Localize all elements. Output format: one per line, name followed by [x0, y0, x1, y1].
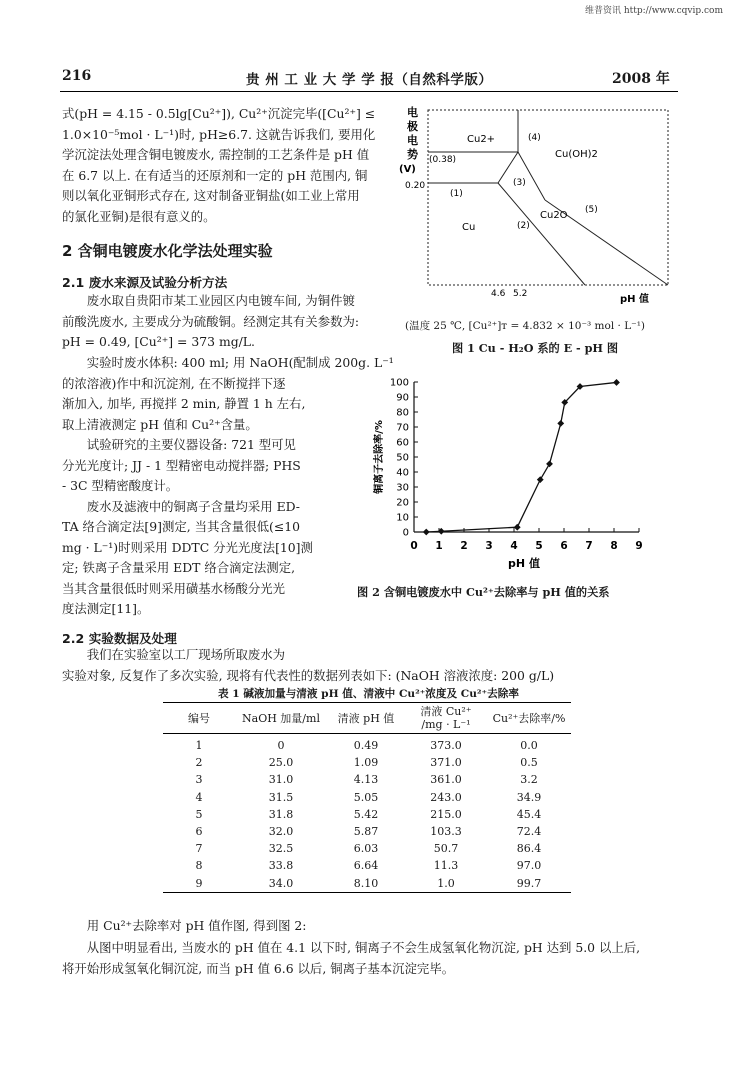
table-cell: 1.09 [353, 756, 379, 770]
table-cell: 4.13 [353, 773, 379, 787]
fig1-ylabel-char: (V) [399, 164, 416, 175]
subsection-heading: 2.2 实验数据及处理 [62, 631, 177, 646]
fig1-ylabel-char: 电 [407, 106, 418, 119]
fig1-line-label: (2) [517, 221, 530, 231]
chart-x-tick-label: 4 [510, 540, 518, 552]
fig1-line-label: (3) [513, 178, 526, 188]
page-number: 216 [62, 68, 92, 84]
paragraph-intro [62, 104, 375, 227]
table1-caption: 表 1 碱液加量与清液 pH 值、清液中 Cu²⁺浓度及 Cu²⁺去除率 [218, 688, 519, 700]
fig1-xlabel: pH 值 [620, 294, 650, 305]
chart-x-tick-label: 7 [585, 540, 593, 552]
text-line: 则以氧化亚铜形式存在, 这对制备亚铜盐(如工业上常用 [62, 188, 360, 203]
table-cell: 45.4 [516, 807, 542, 821]
text-line: 定; 铁离子含量采用 EDT 络合滴定法测定, [62, 560, 296, 575]
watermark: 维普资讯 http://www.cqvip.com [584, 6, 723, 16]
text-line: mg · L⁻¹)时则采用 DDTC 分光光度法[10]测 [62, 539, 313, 555]
fig1-caption: 图 1 Cu - H₂O 系的 E - pH 图 [452, 341, 619, 355]
text-line: 废水取自贵阳市某工业园区内电镀车间, 为铜件镀 [62, 293, 355, 308]
text-line: 分光光度计; JJ - 1 型精密电动搅拌器; PHS [62, 457, 301, 473]
fig1-xtick: 5.2 [513, 289, 528, 299]
table-cell: 0.49 [353, 739, 379, 753]
table-cell: 361.0 [430, 773, 462, 787]
text-line: TA 络合滴定法[9]测定, 当其含量很低(≤10 [62, 519, 300, 534]
paragraph-method [62, 353, 394, 620]
text-line: 取上清液测定 pH 值和 Cu²⁺含量。 [62, 416, 258, 432]
text-line: 当其含量很低时则采用磺基水杨酸分光光 [62, 580, 286, 596]
table-cell: 34.0 [268, 876, 294, 890]
table-header-cell: NaOH 加量/ml [242, 711, 320, 725]
text-line: 废水及滤液中的铜离子含量均采用 ED- [62, 498, 300, 514]
table-cell: 371.0 [430, 756, 462, 770]
text-line: 试验研究的主要仪器设备: 721 型可见 [62, 437, 296, 452]
chart-y-tick-label: 60 [396, 437, 409, 449]
text-line: 的浓溶液)作中和沉淀剂, 在不断搅拌下逐 [62, 375, 286, 391]
table-cell: 11.3 [433, 859, 459, 873]
fig1-region-label: Cu2O [540, 210, 568, 221]
fig1-note: (温度 25 ℃, [Cu²⁺]ᴛ = 4.832 × 10⁻³ mol · L⁻¹) [405, 320, 646, 332]
text-line: 用 Cu²⁺去除率对 pH 值作图, 得到图 2: [62, 918, 307, 933]
table-cell: 3 [195, 773, 203, 787]
table1-body [163, 734, 571, 892]
table-cell: 32.5 [268, 842, 294, 856]
chart-x-tick-label: 0 [410, 540, 418, 552]
table-cell: 6.03 [353, 842, 379, 856]
text-line: - 3C 型精密酸度计。 [62, 478, 179, 493]
table-cell: 31.8 [268, 807, 294, 821]
text-line: 我们在实验室以工厂现场所取废水为 [62, 647, 286, 662]
fig1-ytick: (0.38) [429, 155, 457, 165]
table-row [163, 806, 571, 823]
text-line: pH = 0.49, [Cu²⁺] = 373 mg/L. [62, 334, 255, 349]
text-line: 在 6.7 以上. 在有适当的还原剂和一定的 pH 范围内, 铜 [62, 167, 368, 183]
chart-series-line [426, 382, 616, 532]
chart-y-tick-label: 90 [396, 392, 409, 404]
paragraph-source [62, 291, 359, 353]
fig1-line-label: (1) [450, 189, 463, 199]
fig1-ytick: 0.20 [405, 181, 426, 191]
chart-y-tick-label: 30 [396, 482, 409, 494]
fig1-region-label: Cu2+ [467, 134, 496, 145]
text-line: 学沉淀法处理含铜电镀废水, 需控制的工艺条件是 pH 值 [62, 147, 370, 162]
chart-y-tick-label: 80 [396, 407, 409, 419]
chart-data-point [613, 379, 620, 386]
chart-data-point [546, 461, 553, 468]
text-line: 的氯化亚铜)是很有意义的。 [62, 208, 216, 224]
table1 [163, 702, 571, 893]
table-row [163, 754, 571, 771]
journal-title: 贵 州 工 业 大 学 学 报（自然科学版） [246, 72, 493, 88]
chart-xlabel: pH 值 [508, 557, 540, 570]
table-cell: 34.9 [516, 790, 542, 804]
chart-x-tick-label: 8 [610, 540, 618, 552]
table-cell: 5.87 [353, 825, 379, 839]
header-rule [60, 91, 678, 92]
text-line: 实验对象, 反复作了多次实验, 现将有代表性的数据列表如下: (NaOH 溶液浓度: 200 g/L) [62, 667, 555, 683]
chart-data-point [537, 476, 544, 483]
chart-data-point [514, 524, 521, 531]
text-line: 渐加入, 加毕, 再搅拌 2 min, 静置 1 h 左右, [62, 396, 306, 411]
journal-year: 2008 年 [612, 71, 670, 87]
table-cell: 25.0 [268, 756, 294, 770]
table-cell: 0 [277, 739, 285, 753]
fig1-boundary-line [518, 152, 545, 200]
table-cell: 1.0 [437, 876, 455, 890]
table-row [163, 857, 571, 874]
table-header-cell: 编号 [188, 711, 210, 725]
chart-data-point [557, 420, 564, 427]
text-line: 前酸洗废水, 主要成分为硫酸铜。经测定其有关参数为: [62, 313, 360, 329]
fig1-region-label: Cu(OH)2 [555, 149, 598, 160]
table-row [163, 734, 571, 755]
table-cell: 5 [195, 807, 203, 821]
table-header-cell: 清液 Cu²⁺ /mg · L⁻¹ [420, 705, 472, 731]
table-row [163, 823, 571, 840]
table-row [163, 789, 571, 806]
chart-y-tick-label: 20 [396, 497, 409, 509]
text-line: 1.0×10⁻⁵mol · L⁻¹)时, pH≥6.7. 这就告诉我们, 要用化 [62, 126, 376, 142]
chart-x-tick-label: 2 [460, 540, 468, 552]
table-cell: 6 [195, 825, 203, 839]
table-cell: 0.0 [520, 739, 538, 753]
table-cell: 8.10 [353, 876, 379, 890]
chart-ylabel: 铜离子去除率/% [374, 420, 385, 494]
paragraph-conclusion [62, 915, 640, 980]
text-line: 将开始形成氢氧化铜沉淀, 而当 pH 值 6.6 以后, 铜离子基本沉淀完毕。 [62, 961, 455, 976]
fig1-xtick: 4.6 [491, 289, 506, 299]
table-cell: 5.05 [353, 790, 379, 804]
chart-data-point [423, 529, 430, 536]
table1-grid [163, 703, 571, 892]
table-cell: 8 [195, 859, 203, 873]
table-cell: 103.3 [430, 825, 462, 839]
fig1-line-label: (4) [528, 133, 541, 143]
table-cell: 32.0 [268, 825, 294, 839]
table-cell: 3.2 [520, 773, 538, 787]
chart-y-tick-label: 70 [396, 422, 409, 434]
fig1-ylabel-char: 极 [407, 120, 418, 133]
table-cell: 6.64 [353, 859, 379, 873]
table-cell: 31.5 [268, 790, 294, 804]
table-cell: 86.4 [516, 842, 542, 856]
fig1-frame [428, 110, 668, 285]
table-cell: 2 [195, 756, 203, 770]
fig1-line-label: (5) [585, 205, 598, 215]
table-cell: 373.0 [430, 739, 462, 753]
table-cell: 50.7 [433, 842, 459, 856]
text-line: 实验时废水体积: 400 ml; 用 NaOH(配制成 200g. L⁻¹ [62, 355, 394, 370]
table-cell: 243.0 [430, 790, 462, 804]
table-cell: 9 [195, 876, 203, 890]
table-row [163, 875, 571, 892]
table-header-cell: 清液 pH 值 [337, 711, 395, 725]
paragraph-data [62, 645, 554, 686]
chart-y-tick-label: 40 [396, 467, 409, 479]
table-cell: 31.0 [268, 773, 294, 787]
text-line: 从图中明显看出, 当废水的 pH 值在 4.1 以下时, 铜离子不会生成氢氧化物沉淀, pH 达到 5.0 以上后, [62, 939, 641, 955]
fig1-boundary-line [498, 183, 585, 285]
chart-x-tick-label: 6 [560, 540, 568, 552]
table-cell: 97.0 [516, 859, 542, 873]
text-line: 式(pH = 4.15 - 0.5lg[Cu²⁺]), Cu²⁺沉淀完毕([Cu²⁺] ≤ [62, 106, 376, 121]
table-cell: 72.4 [516, 825, 542, 839]
chart-y-tick-label: 50 [396, 452, 409, 464]
chart-x-tick-label: 5 [535, 540, 543, 552]
chart-y-tick-label: 10 [396, 512, 409, 524]
table-cell: 0.5 [520, 756, 538, 770]
subsection-heading: 2.1 废水来源及试验分析方法 [62, 275, 228, 290]
fig1-ylabel-char: 电 [407, 134, 418, 147]
chart-x-tick-label: 9 [635, 540, 643, 552]
table-cell: 33.8 [268, 859, 294, 873]
table-header-cell: Cu²⁺去除率/% [492, 711, 566, 725]
table-cell: 4 [195, 790, 203, 804]
table-cell: 215.0 [430, 807, 462, 821]
table-cell: 99.7 [516, 876, 542, 890]
chart-y-tick-label: 100 [389, 377, 409, 389]
table-row [163, 771, 571, 788]
table-cell: 5.42 [353, 807, 379, 821]
fig1-region-label: Cu [462, 222, 476, 233]
table-header-row [163, 703, 571, 734]
chart-x-tick-label: 3 [485, 540, 493, 552]
section-heading: 2 含铜电镀废水化学法处理实验 [62, 242, 273, 260]
figure-2-line-chart [360, 368, 660, 573]
table-cell: 1 [195, 739, 203, 753]
fig1-ylabel-char: 势 [407, 148, 418, 161]
chart-x-tick-label: 1 [435, 540, 443, 552]
text-line: 度法测定[11]。 [62, 601, 150, 616]
fig2-caption: 图 2 含铜电镀废水中 Cu²⁺去除率与 pH 值的关系 [357, 585, 610, 599]
chart-y-tick-label: 0 [402, 527, 409, 539]
table-row [163, 840, 571, 857]
fig1-axis-label [399, 105, 418, 175]
table-cell: 7 [195, 842, 203, 856]
